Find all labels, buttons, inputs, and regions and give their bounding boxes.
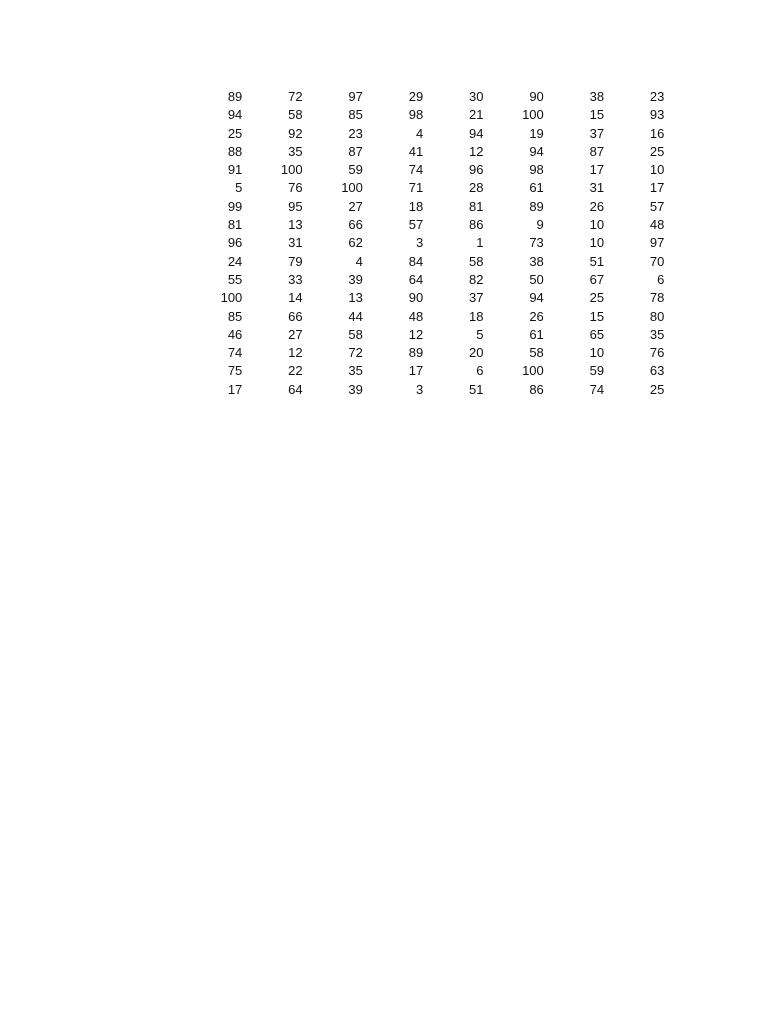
table-cell: 96 <box>469 162 484 178</box>
table-cell: 66 <box>288 308 303 324</box>
table-cell: 18 <box>469 308 484 324</box>
table-cell: 31 <box>589 180 605 196</box>
table-cell: 48 <box>408 308 424 324</box>
table-cell: 23 <box>649 89 665 104</box>
table-cell: 64 <box>408 271 424 287</box>
table-cell: 12 <box>469 143 484 159</box>
table-cell: 25 <box>589 290 605 306</box>
table-cell: 87 <box>348 143 363 159</box>
table-cell: 39 <box>348 271 363 287</box>
table-row <box>186 106 668 124</box>
table-cell: 84 <box>408 253 424 269</box>
table-cell: 78 <box>649 290 665 306</box>
table-row <box>186 271 668 289</box>
table-cell: 58 <box>469 253 484 269</box>
table-cell: 51 <box>469 381 484 397</box>
table-cell: 4 <box>355 253 363 269</box>
table-cell: 85 <box>227 308 243 324</box>
table-cell: 16 <box>649 125 665 141</box>
table-cell: 5 <box>476 326 484 342</box>
table-cell: 5 <box>235 180 243 196</box>
table-cell: 90 <box>529 89 544 104</box>
table-cell: 10 <box>589 235 605 251</box>
table-cell: 95 <box>288 198 303 214</box>
table-row <box>186 88 668 106</box>
table-cell: 35 <box>649 326 665 342</box>
table-cell: 25 <box>227 125 243 141</box>
table-cell: 10 <box>649 162 665 178</box>
table-row <box>186 179 668 197</box>
table-cell: 57 <box>649 198 665 214</box>
table-cell: 92 <box>288 125 303 141</box>
table-cell: 94 <box>529 290 544 306</box>
table-cell: 3 <box>415 235 424 251</box>
table-cell: 81 <box>227 217 243 233</box>
table-cell: 35 <box>348 363 363 379</box>
table-cell: 97 <box>649 235 665 251</box>
table-cell: 94 <box>227 107 243 123</box>
table-cell: 1 <box>476 235 484 251</box>
table-cell: 98 <box>408 107 424 123</box>
table-cell: 75 <box>227 363 243 379</box>
table-cell: 10 <box>589 217 605 233</box>
table-cell: 100 <box>522 107 544 123</box>
table-cell: 41 <box>408 143 424 159</box>
table-cell: 74 <box>227 345 243 361</box>
table-cell: 12 <box>288 345 303 361</box>
table-cell: 89 <box>529 198 544 214</box>
table-cell: 13 <box>348 290 363 306</box>
table-row <box>186 216 668 234</box>
table-cell: 21 <box>469 107 484 123</box>
table-cell: 71 <box>408 180 424 196</box>
table-cell: 38 <box>589 89 605 104</box>
table-cell: 55 <box>227 271 243 287</box>
table-cell: 65 <box>589 326 605 342</box>
table-cell: 39 <box>348 381 363 397</box>
table-cell: 23 <box>348 125 363 141</box>
table-row <box>186 362 668 380</box>
table-cell: 73 <box>529 235 544 251</box>
table-cell: 59 <box>589 363 605 379</box>
table-cell: 25 <box>649 381 665 397</box>
table-cell: 26 <box>529 308 544 324</box>
table-cell: 6 <box>476 363 484 379</box>
table-cell: 61 <box>529 180 544 196</box>
table-cell: 17 <box>649 180 665 196</box>
table-row <box>186 234 668 252</box>
table-cell: 12 <box>408 326 424 342</box>
table-cell: 46 <box>227 326 243 342</box>
table-cell: 17 <box>408 363 424 379</box>
table-cell: 67 <box>589 271 605 287</box>
table-cell: 90 <box>408 290 424 306</box>
table-cell: 14 <box>288 290 303 306</box>
table-cell: 74 <box>589 381 605 397</box>
table-cell: 22 <box>288 363 303 379</box>
table-cell: 48 <box>649 217 665 233</box>
table-cell: 19 <box>529 125 544 141</box>
table-cell: 100 <box>280 162 303 178</box>
table-cell: 100 <box>341 180 363 196</box>
table-cell: 33 <box>288 271 303 287</box>
table-cell: 87 <box>589 143 605 159</box>
table-cell: 37 <box>469 290 484 306</box>
table-cell: 61 <box>529 326 544 342</box>
table-cell: 76 <box>649 345 665 361</box>
table-cell: 15 <box>589 107 605 123</box>
table-cell: 10 <box>589 345 605 361</box>
table-row <box>186 143 668 161</box>
table-cell: 13 <box>288 217 303 233</box>
table-cell: 58 <box>288 107 303 123</box>
table-row <box>186 125 668 143</box>
table-cell: 94 <box>529 143 544 159</box>
table-cell: 59 <box>348 162 363 178</box>
table-cell: 94 <box>469 125 484 141</box>
table-cell: 35 <box>288 143 303 159</box>
table-cell: 79 <box>288 253 303 269</box>
table-cell: 66 <box>348 217 363 233</box>
table-cell: 88 <box>227 143 243 159</box>
table-row <box>186 161 668 179</box>
table-cell: 74 <box>408 162 424 178</box>
table-cell: 6 <box>657 271 665 287</box>
numbers-table-body <box>186 88 668 399</box>
table-row <box>186 381 668 399</box>
table-cell: 96 <box>227 235 243 251</box>
table-cell: 28 <box>469 180 484 196</box>
table-cell: 86 <box>469 217 484 233</box>
table-row <box>186 326 668 344</box>
table-cell: 82 <box>469 271 484 287</box>
table-cell: 27 <box>348 198 363 214</box>
table-cell: 18 <box>408 198 424 214</box>
table-cell: 93 <box>649 107 665 123</box>
table-cell: 37 <box>589 125 605 141</box>
table-cell: 70 <box>649 253 665 269</box>
table-cell: 30 <box>469 89 484 104</box>
table-cell: 91 <box>227 162 243 178</box>
table-cell: 72 <box>288 89 303 104</box>
table-row <box>186 308 668 326</box>
table-cell: 72 <box>348 345 363 361</box>
table-cell: 44 <box>348 308 363 324</box>
table-cell: 57 <box>408 217 424 233</box>
table-cell: 100 <box>522 363 544 379</box>
table-cell: 62 <box>348 235 363 251</box>
table-cell: 31 <box>288 235 303 251</box>
table-cell: 63 <box>649 363 665 379</box>
table-row <box>186 253 668 271</box>
table-cell: 89 <box>408 345 424 361</box>
table-row <box>186 344 668 362</box>
table-cell: 64 <box>288 381 303 397</box>
table-cell: 4 <box>415 125 424 141</box>
table-row <box>186 198 668 216</box>
table-cell: 38 <box>529 253 544 269</box>
table-cell: 3 <box>415 381 424 397</box>
table-cell: 76 <box>288 180 303 196</box>
table-cell: 25 <box>649 143 665 159</box>
table-cell: 85 <box>348 107 363 123</box>
table-cell: 17 <box>227 381 243 397</box>
table-cell: 80 <box>649 308 665 324</box>
table-cell: 100 <box>220 290 243 306</box>
numbers-table <box>186 88 668 399</box>
table-cell: 81 <box>469 198 484 214</box>
table-cell: 58 <box>348 326 363 342</box>
table-cell: 89 <box>227 89 243 104</box>
table-cell: 86 <box>529 381 544 397</box>
table-cell: 24 <box>227 253 243 269</box>
table-cell: 29 <box>408 89 424 104</box>
table-cell: 27 <box>288 326 303 342</box>
table-cell: 26 <box>589 198 605 214</box>
table-cell: 97 <box>348 89 363 104</box>
table-cell: 15 <box>589 308 605 324</box>
table-cell: 50 <box>529 271 544 287</box>
table-cell: 17 <box>589 162 605 178</box>
table-cell: 98 <box>529 162 544 178</box>
table-cell: 58 <box>529 345 544 361</box>
table-row <box>186 289 668 307</box>
table-cell: 51 <box>589 253 605 269</box>
table-cell: 20 <box>469 345 484 361</box>
table-cell: 99 <box>227 198 243 214</box>
table-cell: 9 <box>536 217 544 233</box>
